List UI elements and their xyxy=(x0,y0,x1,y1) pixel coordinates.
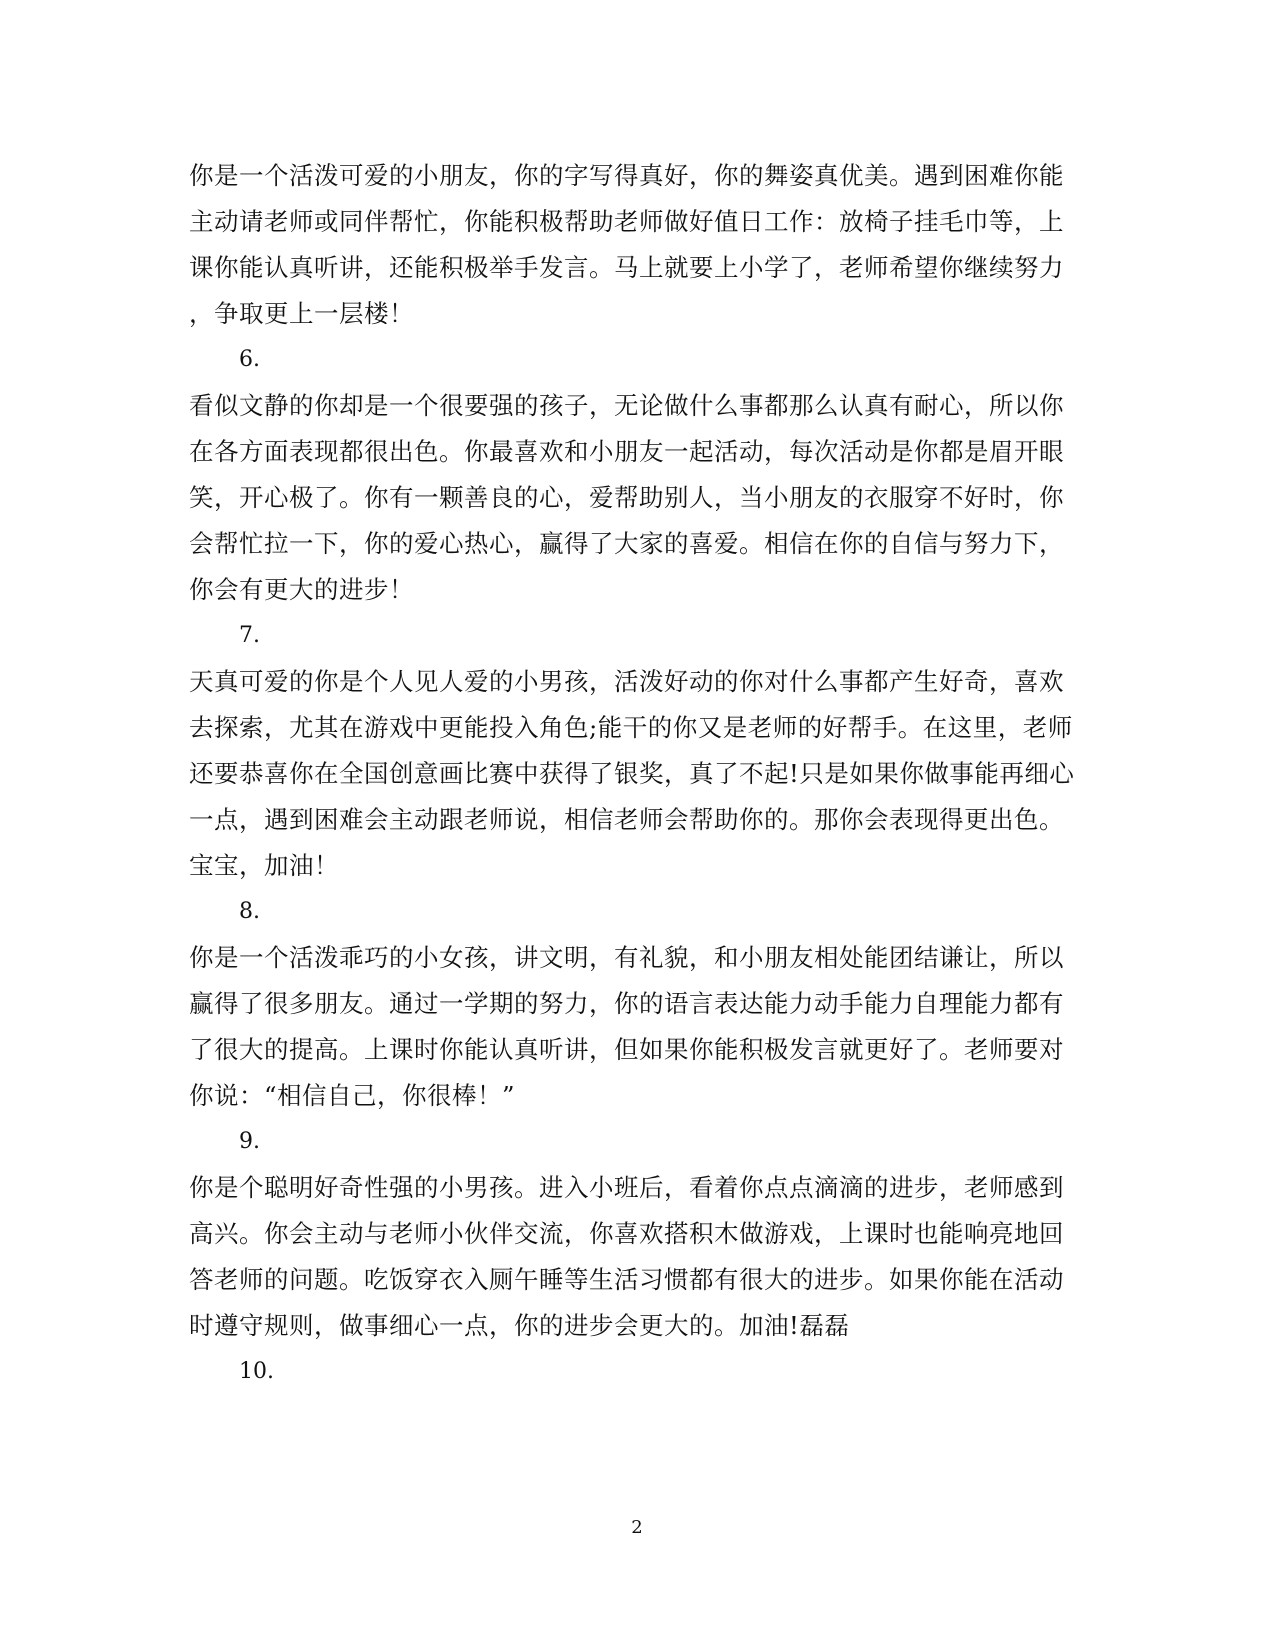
text-line: 在各方面表现都很出色。你最喜欢和小朋友一起活动，每次活动是你都是眉开眼 xyxy=(189,437,1064,466)
text-line: ，争取更上一层楼！ xyxy=(189,299,414,328)
item-number: 10. xyxy=(239,1359,274,1384)
text-line: 你是个聪明好奇性强的小男孩。进入小班后，看着你点点滴滴的进步，老师感到 xyxy=(189,1173,1064,1202)
item-number: 8. xyxy=(239,899,260,924)
text-line: 还要恭喜你在全国创意画比赛中获得了银奖，真了不起!只是如果你做事能再细心 xyxy=(189,759,1075,788)
page-number: 2 xyxy=(631,1517,643,1538)
text-line: 宝宝，加油！ xyxy=(189,851,339,880)
text-line: 去探索，尤其在游戏中更能投入角色;能干的你又是老师的好帮手。在这里，老师 xyxy=(189,713,1073,742)
text-line: 课你能认真听讲，还能积极举手发言。马上就要上小学了，老师希望你继续努力 xyxy=(189,253,1064,282)
text-line: 高兴。你会主动与老师小伙伴交流，你喜欢搭积木做游戏，上课时也能响亮地回 xyxy=(189,1219,1064,1248)
item-number: 7. xyxy=(239,623,260,648)
text-line: 你是一个活泼乖巧的小女孩，讲文明，有礼貌，和小朋友相处能团结谦让，所以 xyxy=(189,943,1064,972)
text-line: 你说：“相信自己，你很棒！” xyxy=(189,1081,516,1110)
text-line: 你是一个活泼可爱的小朋友，你的字写得真好，你的舞姿真优美。遇到困难你能 xyxy=(189,161,1064,190)
text-line: 笑，开心极了。你有一颗善良的心，爱帮助别人，当小朋友的衣服穿不好时，你 xyxy=(189,483,1064,512)
item-number: 9. xyxy=(239,1129,260,1154)
text-line: 主动请老师或同伴帮忙，你能积极帮助老师做好值日工作：放椅子挂毛巾等，上 xyxy=(189,207,1064,236)
text-line: 会帮忙拉一下，你的爱心热心，赢得了大家的喜爱。相信在你的自信与努力下， xyxy=(189,529,1064,558)
text-line: 时遵守规则，做事细心一点，你的进步会更大的。加油!磊磊 xyxy=(189,1311,850,1340)
text-line: 一点，遇到困难会主动跟老师说，相信老师会帮助你的。那你会表现得更出色。 xyxy=(189,805,1064,834)
text-line: 答老师的问题。吃饭穿衣入厕午睡等生活习惯都有很大的进步。如果你能在活动 xyxy=(189,1265,1064,1294)
text-line: 你会有更大的进步！ xyxy=(189,575,414,604)
item-number: 6. xyxy=(239,347,260,372)
text-line: 了很大的提高。上课时你能认真听讲，但如果你能积极发言就更好了。老师要对 xyxy=(189,1035,1064,1064)
text-line: 天真可爱的你是个人见人爱的小男孩，活泼好动的你对什么事都产生好奇，喜欢 xyxy=(189,667,1064,696)
text-line: 看似文静的你却是一个很要强的孩子，无论做什么事都那么认真有耐心，所以你 xyxy=(189,391,1064,420)
text-line: 赢得了很多朋友。通过一学期的努力，你的语言表达能力动手能力自理能力都有 xyxy=(189,989,1064,1018)
